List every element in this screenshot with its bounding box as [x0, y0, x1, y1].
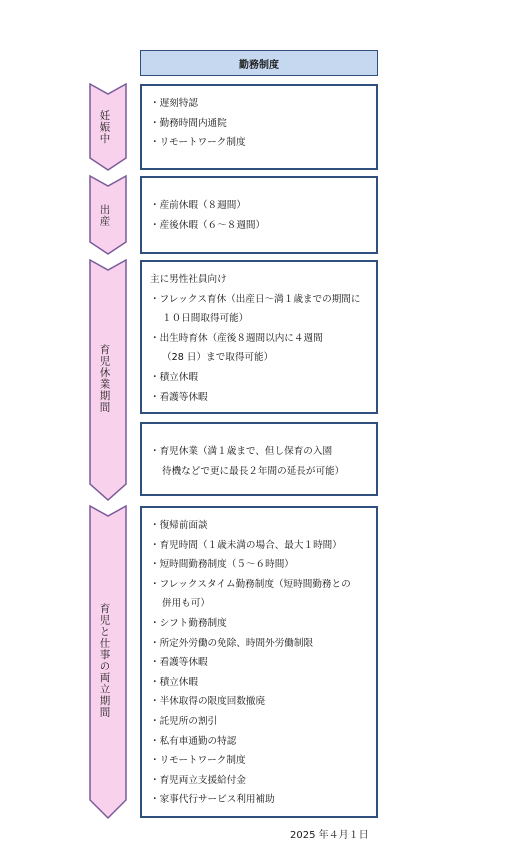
- list-item: ・シフト勤務制度: [150, 617, 227, 629]
- list-item: ・育児休業（満１歳まで、但し保育の入園: [150, 446, 333, 457]
- list-item: ・リモートワーク制度: [150, 137, 246, 149]
- list-item: 待機などで更に最長２年間の延長が可能）: [162, 465, 345, 477]
- list-item: ・リモートワーク制度: [150, 755, 246, 767]
- box-birth: [140, 176, 378, 254]
- list-item: ・積立休暇: [150, 371, 198, 383]
- list-item: ・育児時間（１歳未満の場合、最大１時間）: [150, 539, 342, 551]
- list-item: ・看護等休暇: [150, 657, 208, 669]
- list-item: ・出生時育休（産後８週間以内に４週間: [150, 332, 323, 344]
- header-title: 勤務制度: [140, 50, 378, 76]
- list-item: ・積立休暇: [150, 676, 198, 688]
- list-item: 併用も可）: [162, 598, 210, 610]
- effective-date: 2025 年４月１日: [290, 830, 369, 841]
- list-item: ・私有車通勤の特認: [150, 735, 237, 747]
- list-item: ・復帰前面談: [150, 520, 208, 531]
- list-item: ・フレックスタイム勤務制度（短時間勤務との: [150, 578, 351, 590]
- list-item: ・半休取得の限度回数撤廃: [150, 696, 266, 708]
- list-item: ・短時間勤務制度（５～６時間）: [150, 559, 294, 571]
- list-item: ・勤務時間内通院: [150, 117, 227, 129]
- list-item: ・フレックス育休（出産日～満１歳までの期間に: [150, 293, 361, 305]
- box-work-balance: [140, 506, 378, 818]
- phase-label-birth: 出産: [98, 203, 111, 227]
- list-item: （28 日）まで取得可能）: [162, 352, 274, 364]
- box-childcare-leave-men: [140, 260, 378, 414]
- list-item: 主に男性社員向け: [150, 274, 227, 285]
- phase-label-childcare-leave: 育児休業期間: [98, 343, 111, 413]
- box-pregnancy: [140, 84, 378, 170]
- list-item: ・産後休暇（６～８週間）: [150, 219, 266, 231]
- list-item: １０日間取得可能）: [162, 313, 249, 325]
- list-item: ・看護等休暇: [150, 391, 208, 403]
- list-item: ・育児両立支援給付金: [150, 774, 246, 786]
- phase-label-work-balance: 育児と仕事の両立期間: [98, 602, 111, 718]
- list-item: ・遅刻特認: [150, 98, 198, 109]
- list-item: ・家事代行サービス利用補助: [150, 794, 275, 806]
- box-childcare-leave: [140, 422, 378, 496]
- phase-label-pregnancy: 妊娠中: [98, 109, 111, 145]
- list-item: ・託児所の割引: [150, 715, 218, 727]
- list-item: ・所定外労働の免除、時間外労働制限: [150, 637, 314, 649]
- list-item: ・産前休暇（８週間）: [150, 200, 246, 211]
